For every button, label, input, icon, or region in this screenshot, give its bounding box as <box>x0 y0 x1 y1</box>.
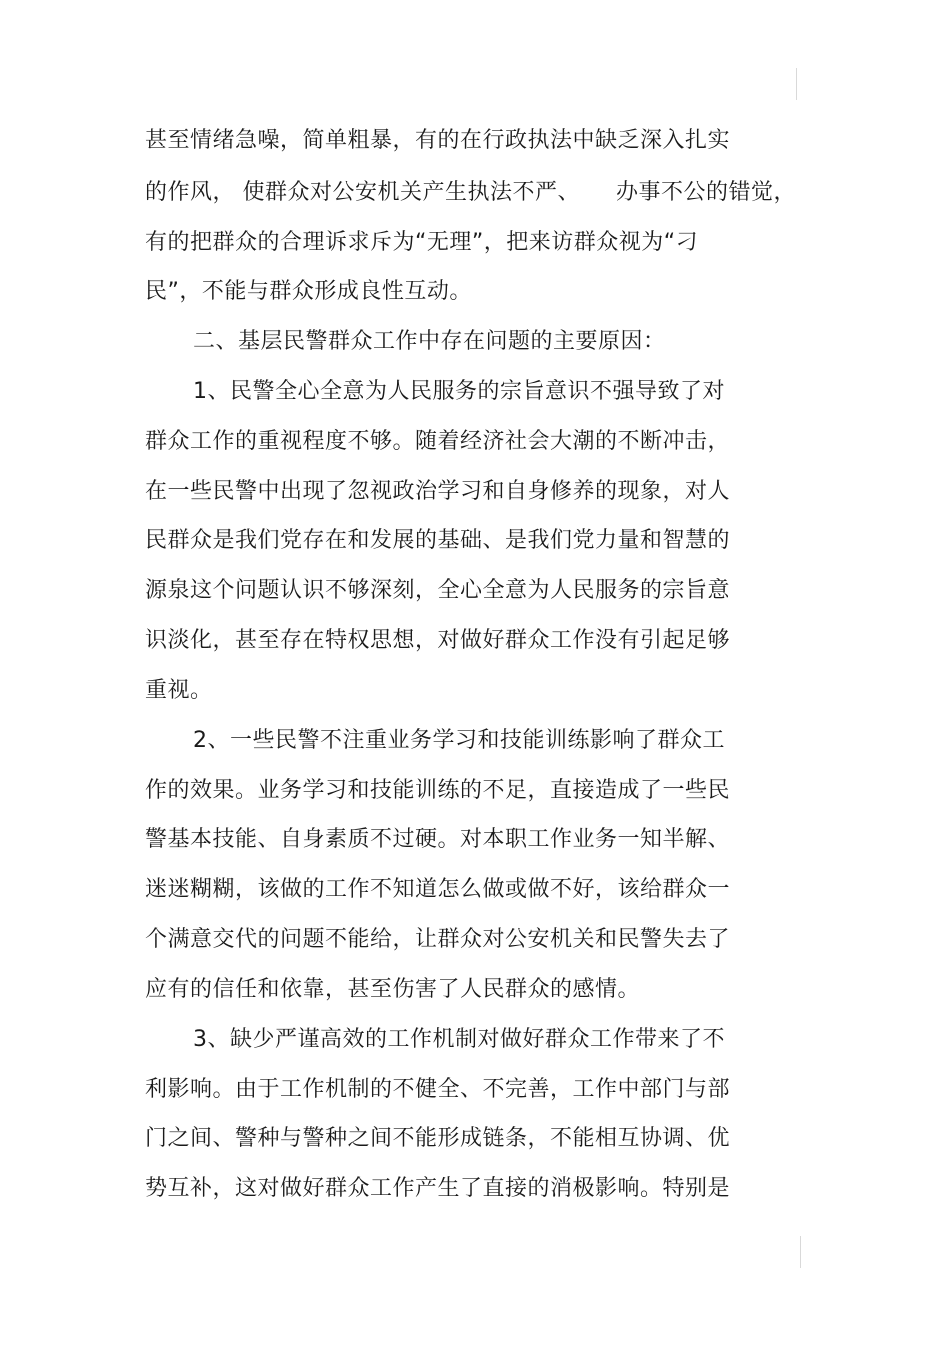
text-line: 门之间、警种与警种之间不能形成链条，不能相互协调、优 <box>145 1126 731 1151</box>
text-line: 群众工作的重视程度不够。随着经济社会大潮的不断冲击， <box>145 429 731 454</box>
text-line: 迷迷糊糊，该做的工作不知道怎么做或做不好，该给群众一 <box>145 877 731 902</box>
text-line: 作的效果。业务学习和技能训练的不足，直接造成了一些民 <box>145 778 731 803</box>
paragraph-start: 3、缺少严谨高效的工作机制对做好群众工作带来了不 <box>193 1027 725 1052</box>
paragraph-start: 1、民警全心全意为人民服务的宗旨意识不强导致了对 <box>193 379 725 404</box>
text-line: 在一些民警中出现了忽视政治学习和自身修养的现象，对人 <box>145 479 731 504</box>
text-line: 警基本技能、自身素质不过硬。对本职工作业务一知半解、 <box>145 827 731 852</box>
text-segment: 办事不公的错觉， <box>616 180 797 205</box>
text-line: 势互补，这对做好群众工作产生了直接的消极影响。特别是 <box>145 1176 731 1201</box>
text-line: 源泉这个问题认识不够深刻，全心全意为人民服务的宗旨意 <box>145 578 731 603</box>
text-line: 民群众是我们党存在和发展的基础、是我们党力量和智慧的 <box>145 528 731 553</box>
text-line: 识淡化，甚至存在特权思想，对做好群众工作没有引起足够 <box>145 628 731 653</box>
top-margin-mark <box>796 68 797 100</box>
text-line <box>145 178 796 208</box>
text-line: 有的把群众的合理诉求斥为“无理”，把来访群众视为“刁 <box>145 230 699 255</box>
bottom-margin-mark <box>800 1236 801 1268</box>
section-heading: 二、基层民警群众工作中存在问题的主要原因： <box>193 329 666 354</box>
text-line: 甚至情绪急噪，简单粗暴，有的在行政执法中缺乏深入扎实 <box>145 128 731 153</box>
text-line: 利影响。由于工作机制的不健全、不完善，工作中部门与部 <box>145 1077 731 1102</box>
text-line: 重视。 <box>145 678 213 703</box>
text-line: 应有的信任和依靠，甚至伤害了人民群众的感情。 <box>145 977 641 1002</box>
text-line: 个满意交代的问题不能给，让群众对公安机关和民警失去了 <box>145 927 731 952</box>
text-segment: 的作风， 使群众对公安机关产生执法不严、 <box>145 180 580 205</box>
text-line: 民”，不能与群众形成良性互动。 <box>145 279 472 304</box>
paragraph-start: 2、一些民警不注重业务学习和技能训练影响了群众工 <box>193 728 725 753</box>
